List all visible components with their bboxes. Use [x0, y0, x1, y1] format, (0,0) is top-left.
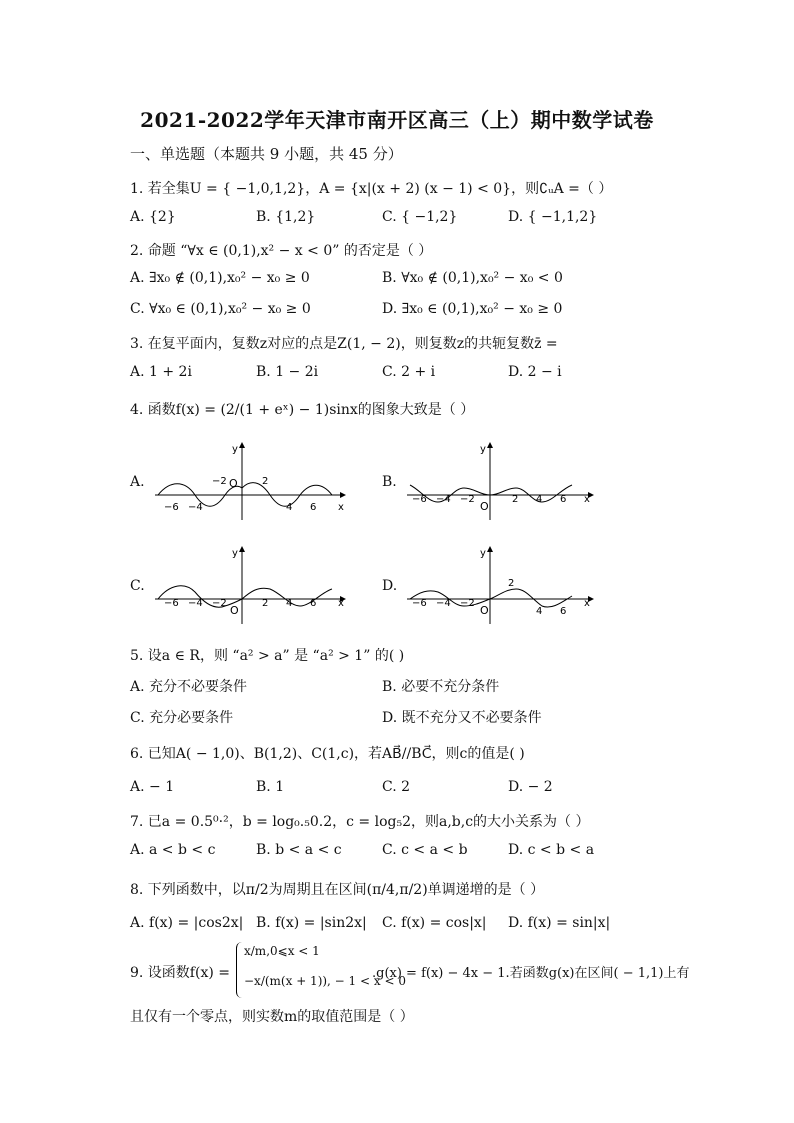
question-6-stem: 6. 已知A( − 1,0)、B(1,2)、C(1,c)，若AB⃗//BC⃗，则c的值是( )	[130, 746, 525, 762]
q4d-y-label: y	[480, 548, 486, 559]
page-title: 2021-2022学年天津市南开区高三（上）期中数学试卷	[140, 108, 654, 132]
q4-option-d-label: D.	[382, 578, 398, 594]
q4d-tick: −4	[436, 598, 451, 609]
q4-option-a-label: A.	[130, 474, 145, 490]
q4b-tick: 4	[536, 494, 543, 505]
q8-option-b: B. f(x) = |sin2x|	[256, 915, 367, 931]
q5-option-c: C. 充分必要条件	[130, 710, 234, 726]
q3-option-c: C. 2 + i	[382, 364, 436, 380]
q4-graph-a	[150, 440, 350, 524]
question-3-stem: 3. 在复平面内，复数z对应的点是Z(1, − 2)，则复数z的共轭复数z̄ =	[130, 336, 558, 352]
q2-option-a: A. ∃x₀ ∉ (0,1),x₀² − x₀ ≥ 0	[130, 270, 310, 286]
q7-option-c: C. c < a < b	[382, 842, 468, 858]
q4c-origin: O	[230, 604, 239, 617]
q4a-x-label: x	[338, 502, 344, 513]
q7-option-a: A. a < b < c	[130, 842, 216, 858]
q1-option-c: C. { −1,2}	[382, 209, 458, 225]
q4-option-b-label: B.	[382, 474, 397, 490]
q4b-tick: 6	[560, 494, 567, 505]
q9-case-1: x/m,0⩽x < 1	[244, 944, 320, 958]
q4c-tick: 2	[262, 598, 269, 609]
q3-option-d: D. 2 − i	[508, 364, 562, 380]
q7-option-d: D. c < b < a	[508, 842, 595, 858]
question-9-stem-lead: 9. 设函数f(x) =	[130, 965, 230, 981]
q4b-y-label: y	[480, 444, 486, 455]
q4c-tick: −4	[188, 598, 203, 609]
q4b-origin: O	[480, 500, 489, 513]
question-8-stem: 8. 下列函数中，以π/2为周期且在区间(π/4,π/2)单调递增的是（ ）	[130, 882, 545, 898]
q4a-tick: 4	[286, 502, 293, 513]
q4b-tick: −6	[412, 494, 427, 505]
question-9-stem-tail: .g(x) = f(x) − 4x − 1.若函数g(x)在区间( − 1,1)上有	[372, 966, 690, 981]
q4d-x-label: x	[584, 598, 590, 609]
q1-option-b: B. {1,2}	[256, 209, 316, 225]
q4c-tick: −6	[164, 598, 179, 609]
q4a-origin: O	[229, 477, 238, 490]
q4c-tick: 6	[310, 598, 317, 609]
q4d-origin: O	[480, 604, 489, 617]
q4d-tick: 2	[508, 578, 515, 589]
q7-option-b: B. b < a < c	[256, 842, 342, 858]
q6-option-a: A. − 1	[130, 779, 175, 795]
q4d-tick: 4	[536, 606, 543, 617]
q1-option-d: D. { −1,1,2}	[508, 209, 598, 225]
q4d-tick: 6	[560, 606, 567, 617]
q6-option-c: C. 2	[382, 779, 411, 795]
q6-option-b: B. 1	[256, 779, 285, 795]
q4b-tick: −2	[460, 494, 475, 505]
q9-case-2: −x/(m(x + 1)), − 1 < x < 0	[244, 974, 406, 988]
q2-option-c: C. ∀x₀ ∈ (0,1),x₀² − x₀ ≥ 0	[130, 301, 311, 317]
q4a-tick: 2	[262, 476, 269, 487]
q4c-tick: 4	[286, 598, 293, 609]
question-1-stem: 1. 若全集U = { −1,0,1,2}，A = {x|(x + 2) (x − 1) < 0}，则∁ᵤA =（ ）	[130, 181, 613, 197]
q4b-tick: 2	[512, 494, 519, 505]
q4-graph-c	[150, 544, 350, 628]
q8-option-d: D. f(x) = sin|x|	[508, 915, 611, 931]
q4b-x-label: x	[584, 494, 590, 505]
question-4-stem: 4. 函数f(x) = (2/(1 + eˣ) − 1)sinx的图象大致是（ ）	[130, 402, 475, 418]
q2-option-b: B. ∀x₀ ∉ (0,1),x₀² − x₀ < 0	[382, 270, 563, 286]
question-2-stem: 2. 命题 “∀x ∈ (0,1),x² − x < 0” 的否定是（ ）	[130, 243, 433, 259]
q4d-tick: −6	[412, 598, 427, 609]
q4c-y-label: y	[232, 548, 238, 559]
q4c-x-label: x	[338, 598, 344, 609]
q4c-tick: −2	[212, 598, 227, 609]
question-5-stem: 5. 设a ∈ R，则 “a² > a” 是 “a² > 1” 的( )	[130, 648, 405, 664]
q8-option-a: A. f(x) = |cos2x|	[130, 915, 244, 931]
question-9-line-2: 且仅有一个零点，则实数m的取值范围是（ ）	[130, 1009, 414, 1025]
q5-option-b: B. 必要不充分条件	[382, 679, 500, 695]
q6-option-d: D. − 2	[508, 779, 553, 795]
q4a-tick: −2	[212, 476, 227, 487]
q4d-tick: −2	[460, 598, 475, 609]
q5-option-a: A. 充分不必要条件	[130, 679, 248, 695]
q1-option-a: A. {2}	[130, 209, 176, 225]
q4-option-c-label: C.	[130, 578, 145, 594]
q8-option-c: C. f(x) = cos|x|	[382, 915, 487, 931]
q2-option-d: D. ∃x₀ ∈ (0,1),x₀² − x₀ ≥ 0	[382, 301, 563, 317]
q3-option-a: A. 1 + 2i	[130, 364, 192, 380]
q5-option-d: D. 既不充分又不必要条件	[382, 710, 542, 726]
q4a-tick: −4	[188, 502, 203, 513]
section-heading: 一、单选题（本题共 9 小题，共 45 分）	[130, 145, 403, 163]
q4a-y-label: y	[232, 444, 238, 455]
q4-graph-d	[402, 544, 602, 628]
q4b-tick: −4	[436, 494, 451, 505]
q4-graph-b	[402, 440, 602, 524]
q3-option-b: B. 1 − 2i	[256, 364, 319, 380]
q4a-tick: −6	[164, 502, 179, 513]
q4a-tick: 6	[310, 502, 317, 513]
question-7-stem: 7. 已a = 0.5⁰·²，b = log₀.₅0.2，c = log₅2，则a,b,c的大小关系为（ ）	[130, 814, 590, 830]
